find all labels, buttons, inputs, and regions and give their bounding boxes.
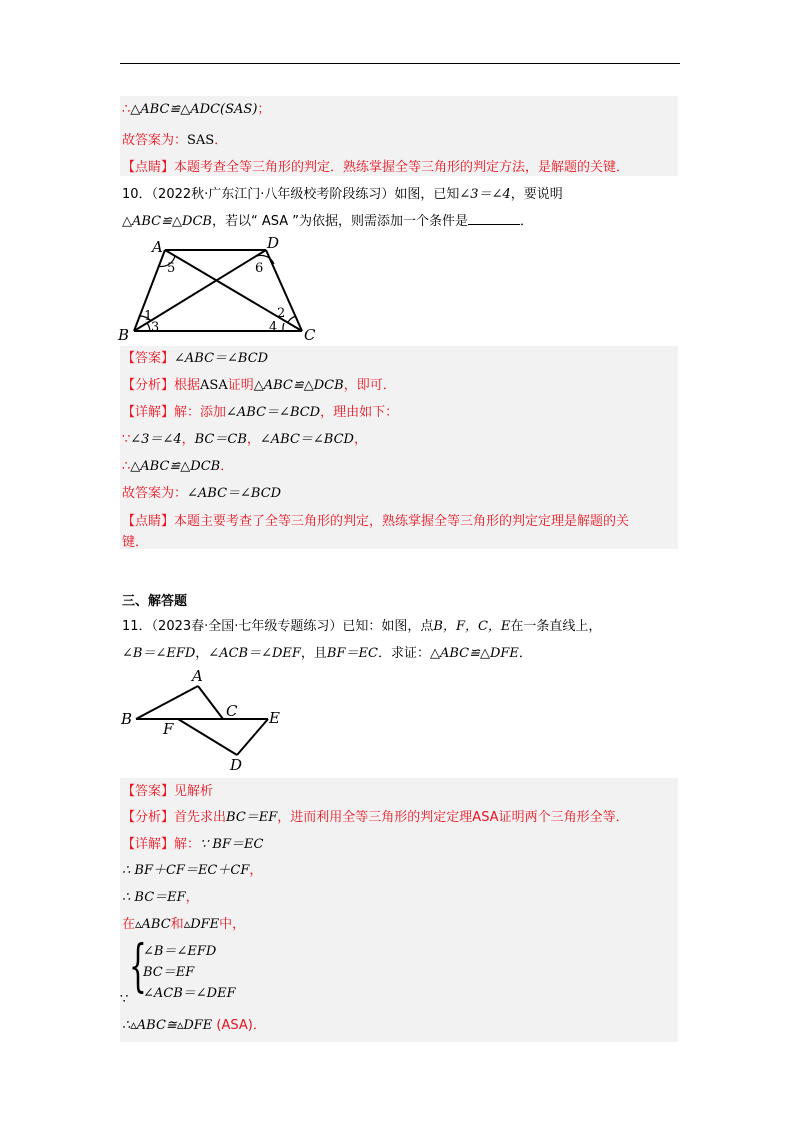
- label-A: A: [152, 238, 163, 256]
- q10-line2: △ABC≌△DCB，若以“ ASA ”为依据，则需添加一个条件是 ．: [122, 214, 533, 229]
- q11-line1: 11．（2023春·全国·七年级专题练习）已知：如图，点B，F，C，E在一条直线上，: [122, 619, 602, 634]
- q11-detail: 【详解】解：∵ BF＝EC: [122, 837, 264, 852]
- label-D: D: [267, 234, 280, 252]
- q11-figure: [118, 666, 298, 776]
- q11-final: ∴▵ABC≅▵DFE (ASA)．: [122, 1018, 266, 1033]
- label-B: B: [118, 326, 130, 344]
- label-5: 5: [167, 261, 176, 276]
- label-A: A: [192, 667, 203, 685]
- q10-answer2: 故答案为：∠ABC＝∠BCD: [122, 486, 282, 501]
- q10-analysis: 【分析】根据ASA证明△ABC≌△DCB，即可．: [122, 378, 396, 393]
- label-F: F: [163, 720, 174, 738]
- q11-analysis: 【分析】首先求出BC＝EF，进而利用全等三角形的判定定理ASA证明两个三角形全等．: [122, 810, 629, 825]
- label-C: C: [304, 326, 316, 344]
- q10-comment-line2: 键．: [122, 535, 149, 550]
- q10-answer: 【答案】∠ABC＝∠BCD: [122, 351, 269, 366]
- section-title: 三、解答题: [122, 594, 188, 609]
- label-E: E: [269, 709, 280, 727]
- prev-comment: 【点睛】本题考查全等三角形的判定．熟练掌握全等三角形的判定方法，是解题的关键．: [122, 160, 630, 175]
- q10-comment-line1: 【点睛】本题主要考查了全等三角形的判定，熟练掌握全等三角形的判定定理是解题的关: [122, 514, 630, 529]
- q10-line1: 10．（2022秋·广东江门·八年级校考阶段练习）如图，已知∠3＝∠4，要说明: [122, 187, 563, 202]
- answer-blank: [468, 212, 520, 225]
- q10-step1: ∵∠3＝∠4，BC＝CB，∠ABC＝∠BCD，: [122, 432, 367, 447]
- q11-step3: 在▵ABC和▵DFE中，: [122, 917, 246, 932]
- prev-conclusion: ∴△ABC≌△ADC(SAS)；: [122, 102, 271, 117]
- system-because: ∵: [120, 992, 129, 1007]
- label-D: D: [230, 756, 243, 774]
- label-3: 3: [151, 320, 160, 335]
- q11-step2: ∴ BC＝EF，: [122, 890, 199, 905]
- system-line1: ∠B＝∠EFD: [143, 944, 217, 959]
- label-C: C: [226, 702, 238, 720]
- q10-detail: 【详解】解：添加∠ABC＝∠BCD，理由如下：: [122, 405, 399, 420]
- q10-figure: [114, 236, 314, 346]
- q11-answer: 【答案】见解析: [122, 784, 214, 799]
- prev-answer: 故答案为：SAS．: [122, 133, 228, 148]
- label-6: 6: [255, 261, 264, 276]
- system-line2: BC＝EF: [143, 965, 195, 980]
- label-1: 1: [144, 309, 153, 324]
- label-2: 2: [277, 306, 286, 321]
- label-B: B: [121, 710, 133, 728]
- q11-step1: ∴ BF＋CF＝EC＋CF，: [122, 863, 263, 878]
- q11-line2: ∠B＝∠EFD，∠ACB＝∠DEF，且BF＝EC．求证：△ABC≌△DFE．: [122, 646, 532, 661]
- label-4: 4: [269, 320, 278, 335]
- q10-step2: ∴△ABC≌△DCB．: [122, 459, 234, 474]
- header-rule: [120, 63, 680, 64]
- system-brace: {: [129, 934, 147, 999]
- system-line3: ∠ACB＝∠DEF: [143, 986, 236, 1001]
